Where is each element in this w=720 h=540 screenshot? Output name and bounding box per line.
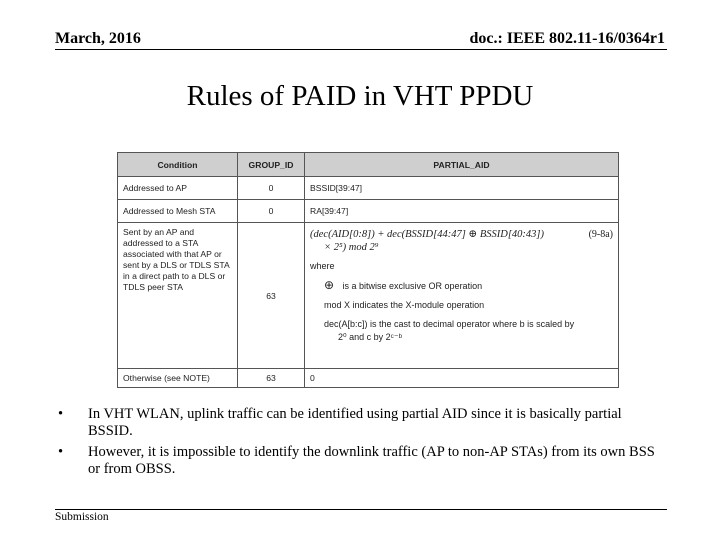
table-row xyxy=(118,369,619,388)
table-header-row xyxy=(118,153,619,177)
condition-cell: Otherwise (see NOTE) xyxy=(118,369,238,388)
partial-aid-cell: RA[39:47] xyxy=(305,200,619,223)
partial-aid-cell xyxy=(305,223,619,369)
bullet-item xyxy=(58,406,668,440)
partial-aid-cell: 0 xyxy=(305,369,619,388)
table-row xyxy=(118,200,619,223)
definition-xor-text: is a bitwise exclusive OR operation xyxy=(342,281,483,291)
condition-cell: Sent by an AP and addressed to a STA associated with that AP or sent by a DLS or TDLS STA in a direct path to a DLS or TDLS peer STA xyxy=(118,223,238,369)
group-id-cell: 0 xyxy=(238,177,305,200)
header-date: March, 2016 xyxy=(55,30,141,47)
definition-xor xyxy=(310,279,613,293)
definition-dec-line-2: 2⁰ and c by 2ᶜ⁻ᵇ xyxy=(338,332,402,342)
bullet-text: However, it is impossible to identify the downlink traffic (AP to non-AP STAs) from its own BSS or from OBSS. xyxy=(88,444,655,477)
condition-cell: Addressed to AP xyxy=(118,177,238,200)
table-row xyxy=(118,177,619,200)
definition-dec-line-1: dec(A[b:c]) is the cast to decimal operator where b is scaled by xyxy=(324,319,575,329)
xor-symbol: ⊕ xyxy=(324,278,335,292)
bullet-item xyxy=(58,444,668,478)
where-label: where xyxy=(310,261,335,271)
bullet-dot: • xyxy=(58,444,64,460)
footer-label: Submission xyxy=(55,511,109,523)
partial-aid-cell: BSSID[39:47] xyxy=(305,177,619,200)
group-id-cell: 0 xyxy=(238,200,305,223)
formula-line-2: × 2⁵) mod 2⁹ xyxy=(324,242,379,253)
group-id-cell: 63 xyxy=(238,223,305,369)
formula-line-1: (dec(AID[0:8]) + dec(BSSID[44:47] ⊕ BSSID[40:43]) xyxy=(310,229,544,240)
header-condition: Condition xyxy=(118,153,238,177)
partial-aid-table xyxy=(117,152,619,388)
bullet-dot: • xyxy=(58,406,64,422)
bullet-list xyxy=(58,406,668,482)
equation-number: (9-8a) xyxy=(588,229,613,240)
table-row xyxy=(118,223,619,369)
header-group-id: GROUP_ID xyxy=(238,153,305,177)
definition-mod: mod X indicates the X-module operation xyxy=(324,300,485,310)
condition-cell: Addressed to Mesh STA xyxy=(118,200,238,223)
slide-title: Rules of PAID in VHT PPDU xyxy=(186,80,534,112)
header-divider xyxy=(55,49,667,50)
group-id-cell: 63 xyxy=(238,369,305,388)
footer-divider xyxy=(55,509,667,510)
header-doc-id: doc.: IEEE 802.11-16/0364r1 xyxy=(469,30,665,47)
bullet-text: In VHT WLAN, uplink traffic can be identified using partial AID since it is basically partial BSSID. xyxy=(88,406,622,439)
header-partial-aid: PARTIAL_AID xyxy=(305,153,619,177)
definition-dec xyxy=(310,318,613,344)
